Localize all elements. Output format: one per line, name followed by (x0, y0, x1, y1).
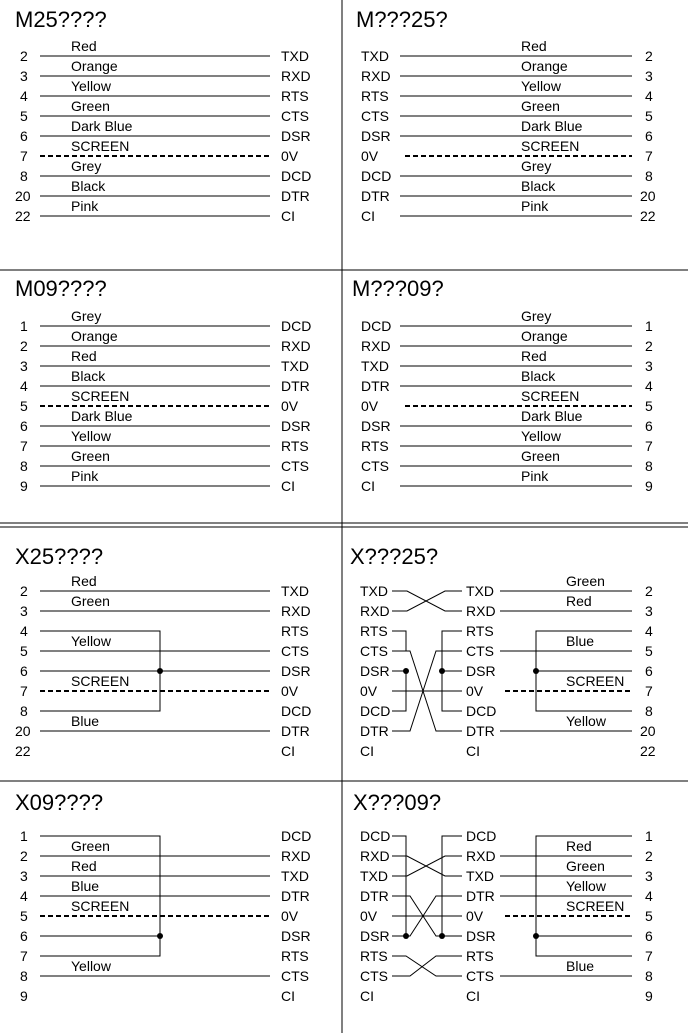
pin-number: 7 (20, 948, 28, 964)
signal-label: RXD (360, 603, 390, 619)
signal-label: DCD (361, 318, 392, 334)
pin-number: 9 (645, 988, 653, 1004)
wire-label: Pink (71, 198, 99, 214)
junction-dot (439, 933, 445, 939)
signal-label: DCD (361, 168, 392, 184)
signal-label: DCD (360, 828, 391, 844)
pin-number: 8 (645, 168, 653, 184)
signal-label: DCD (466, 703, 497, 719)
signal-label: CI (466, 743, 480, 759)
pin-number: 8 (20, 968, 28, 984)
pin-numbers (15, 48, 31, 224)
wire-label: Grey (521, 158, 552, 174)
pin-number: 4 (645, 623, 653, 639)
pin-number: 6 (645, 418, 653, 434)
signal-label: TXD (281, 868, 309, 884)
pin-number: 3 (645, 868, 653, 884)
signal-label: DTR (281, 723, 310, 739)
wire-label: Yellow (566, 713, 606, 729)
signal-label: DSR (281, 928, 311, 944)
pin-number: 6 (20, 928, 28, 944)
wire-label: Dark Blue (71, 408, 133, 424)
pin-number: 8 (645, 968, 653, 984)
panel-title: M09???? (15, 276, 107, 301)
signal-label: RXD (281, 338, 311, 354)
pin-number: 3 (645, 358, 653, 374)
junction-dot (157, 668, 163, 674)
wire-label: Black (71, 368, 106, 384)
pin-number: 9 (20, 478, 28, 494)
pin-number: 8 (645, 458, 653, 474)
pin-number: 20 (640, 188, 656, 204)
pin-number: 8 (20, 168, 28, 184)
wire-label: Orange (71, 58, 118, 74)
wire-label: SCREEN (566, 673, 625, 689)
pin-number: 6 (20, 418, 28, 434)
pin-number: 3 (645, 603, 653, 619)
signal-label: DTR (361, 378, 390, 394)
signal-labels (281, 318, 311, 494)
pin-number: 2 (20, 338, 28, 354)
wire-label: Green (521, 448, 560, 464)
pin-number: 1 (645, 318, 653, 334)
wire-label: Green (71, 98, 110, 114)
wire-label: Blue (71, 878, 100, 894)
wire-label: SCREEN (71, 898, 130, 914)
junction-dot (403, 668, 409, 674)
signal-label: 0V (466, 908, 484, 924)
signal-label: DTR (281, 888, 310, 904)
wire-label: SCREEN (566, 898, 625, 914)
signal-label: 0V (281, 683, 299, 699)
pin-number: 22 (15, 208, 31, 224)
signal-label: RTS (360, 623, 388, 639)
signal-label: RTS (360, 948, 388, 964)
pin-number: 3 (645, 68, 653, 84)
signal-label: CI (466, 988, 480, 1004)
signal-label: DSR (281, 663, 311, 679)
wire-label: Dark Blue (521, 118, 583, 134)
pin-number: 1 (645, 828, 653, 844)
wire-label: Green (71, 593, 110, 609)
signal-label: 0V (361, 398, 379, 414)
signal-label: CTS (361, 458, 389, 474)
signal-label: DTR (360, 888, 389, 904)
panel-m25-left (15, 7, 311, 224)
signal-label: RXD (281, 603, 311, 619)
signal-label: RTS (361, 438, 389, 454)
wire-label: Green (521, 98, 560, 114)
wire-label: Red (566, 593, 592, 609)
signal-label: CTS (281, 968, 309, 984)
wire-label: Red (521, 348, 547, 364)
signal-label: DSR (281, 418, 311, 434)
signal-label: CI (281, 988, 295, 1004)
signal-label: DCD (281, 168, 312, 184)
signal-label: 0V (281, 148, 299, 164)
junction-dot (403, 933, 409, 939)
signal-label: DSR (360, 928, 390, 944)
wire-label: Red (566, 838, 592, 854)
pin-numbers (20, 828, 28, 1004)
pin-number: 6 (20, 128, 28, 144)
pin-number: 5 (645, 108, 653, 124)
wire-labels (71, 308, 133, 484)
signal-label: TXD (466, 868, 494, 884)
panel-title: X???25? (350, 544, 439, 569)
signal-label: RXD (281, 848, 311, 864)
pin-number: 3 (20, 68, 28, 84)
signal-label: TXD (281, 48, 309, 64)
signal-label: CTS (360, 968, 388, 984)
left-signal-labels (360, 828, 390, 1004)
wire-label: Green (566, 858, 605, 874)
signal-label: CI (360, 743, 374, 759)
signal-labels (281, 583, 311, 759)
pin-number: 20 (15, 188, 31, 204)
signal-label: DCD (466, 828, 497, 844)
pin-number: 2 (20, 848, 28, 864)
pin-number: 7 (645, 148, 653, 164)
pin-number: 20 (15, 723, 31, 739)
wire-label: Grey (71, 158, 102, 174)
signal-label: DSR (281, 128, 311, 144)
signal-label: 0V (466, 683, 484, 699)
signal-label: RTS (281, 948, 309, 964)
pin-number: 7 (20, 683, 28, 699)
pin-number: 2 (645, 583, 653, 599)
signal-label: DCD (281, 318, 312, 334)
pin-number: 7 (645, 948, 653, 964)
signal-label: TXD (466, 583, 494, 599)
signal-label: DSR (361, 128, 391, 144)
signal-label: TXD (281, 583, 309, 599)
pin-number: 5 (20, 398, 28, 414)
panel-x25-left (15, 544, 311, 759)
pin-number: 20 (640, 723, 656, 739)
panel-title: M25???? (15, 7, 107, 32)
signal-label: CI (281, 208, 295, 224)
signal-label: RTS (361, 88, 389, 104)
wire-labels (521, 38, 583, 214)
signal-labels (281, 828, 311, 1004)
wire-label: Yellow (521, 78, 561, 94)
panel-x09-left (15, 790, 311, 1004)
wire-label: Red (71, 858, 97, 874)
pin-number: 5 (20, 908, 28, 924)
wire-label: Dark Blue (521, 408, 583, 424)
signal-label: 0V (281, 398, 299, 414)
panel-title: X25???? (15, 544, 104, 569)
pin-numbers (645, 318, 653, 494)
signal-label: DTR (281, 378, 310, 394)
pin-number: 7 (20, 148, 28, 164)
signal-label: RXD (360, 848, 390, 864)
wire-label: Blue (566, 958, 595, 974)
junction-dot (439, 668, 445, 674)
wire-labels (71, 38, 133, 214)
signal-label: DSR (360, 663, 390, 679)
wire-label: Pink (71, 468, 99, 484)
signal-label: CTS (281, 458, 309, 474)
signal-label: CTS (466, 968, 494, 984)
signal-label: DTR (466, 888, 495, 904)
panel-m09-right (352, 276, 653, 494)
wire-label: Yellow (566, 878, 606, 894)
signal-label: RTS (281, 438, 309, 454)
pin-number: 8 (20, 458, 28, 474)
pin-number: 7 (20, 438, 28, 454)
signal-label: RXD (466, 603, 496, 619)
wire-label: Red (521, 38, 547, 54)
pin-number: 5 (645, 908, 653, 924)
pin-numbers (645, 828, 653, 1004)
wire-label: Yellow (521, 428, 561, 444)
junction-dot (533, 668, 539, 674)
signal-labels (281, 48, 311, 224)
pin-number: 2 (20, 583, 28, 599)
wire-label: SCREEN (71, 388, 130, 404)
signal-label: CTS (361, 108, 389, 124)
wire-label: Dark Blue (71, 118, 133, 134)
pin-number: 3 (20, 868, 28, 884)
wire-label: Green (71, 448, 110, 464)
signal-label: RTS (466, 948, 494, 964)
pin-number: 1 (20, 828, 28, 844)
signal-label: RXD (281, 68, 311, 84)
wire-label: Black (521, 368, 556, 384)
signal-label: CI (360, 988, 374, 1004)
signal-label: DTR (466, 723, 495, 739)
signal-label: CTS (281, 108, 309, 124)
wire-label: Green (71, 838, 110, 854)
signal-label: CI (361, 208, 375, 224)
pin-number: 8 (20, 703, 28, 719)
wire-label: Yellow (71, 633, 111, 649)
pin-number: 3 (20, 603, 28, 619)
pin-number: 2 (645, 338, 653, 354)
wire-label: SCREEN (71, 138, 130, 154)
pin-number: 2 (20, 48, 28, 64)
signal-label: DTR (281, 188, 310, 204)
panel-title: X09???? (15, 790, 104, 815)
pin-number: 4 (645, 88, 653, 104)
panel-title: M???09? (352, 276, 444, 301)
signal-label: DCD (281, 828, 312, 844)
signal-label: DCD (360, 703, 391, 719)
signal-label: DSR (466, 663, 496, 679)
wire-label: Red (71, 38, 97, 54)
pin-number: 22 (640, 208, 656, 224)
signal-label: TXD (361, 48, 389, 64)
panel-x09-right (353, 790, 653, 1004)
panel-m25-right (356, 7, 656, 224)
wire-label: Yellow (71, 78, 111, 94)
pin-number: 2 (645, 848, 653, 864)
pin-number: 4 (645, 378, 653, 394)
wire-label: Black (71, 178, 106, 194)
pin-number: 6 (645, 128, 653, 144)
wire-label: Pink (521, 198, 549, 214)
signal-label: RTS (281, 88, 309, 104)
wire-label: Blue (71, 713, 100, 729)
pin-number: 3 (20, 358, 28, 374)
signal-label: 0V (361, 148, 379, 164)
pin-numbers (20, 318, 28, 494)
pin-numbers (15, 583, 31, 759)
pin-number: 6 (20, 663, 28, 679)
pin-number: 4 (20, 378, 28, 394)
wire-label: Grey (521, 308, 552, 324)
signal-label: RTS (466, 623, 494, 639)
signal-labels (361, 48, 391, 224)
pin-number: 2 (645, 48, 653, 64)
pin-number: 5 (645, 398, 653, 414)
pin-number: 5 (20, 643, 28, 659)
signal-label: DSR (361, 418, 391, 434)
signal-label: TXD (281, 358, 309, 374)
pin-number: 5 (20, 108, 28, 124)
panel-title: M???25? (356, 7, 448, 32)
wire-label: Red (71, 348, 97, 364)
junction-dot (533, 933, 539, 939)
wire-label: Yellow (71, 428, 111, 444)
pin-number: 6 (645, 928, 653, 944)
signal-label: 0V (360, 683, 378, 699)
wire-label: SCREEN (521, 388, 580, 404)
signal-label: DTR (360, 723, 389, 739)
signal-label: CI (281, 478, 295, 494)
wire-labels (521, 308, 583, 484)
wire-label: Orange (521, 58, 568, 74)
pin-numbers (640, 48, 656, 224)
pin-numbers (640, 583, 656, 759)
pin-number: 7 (645, 438, 653, 454)
signal-label: TXD (360, 583, 388, 599)
wire-label: Blue (566, 633, 595, 649)
signal-label: DTR (361, 188, 390, 204)
wire-label: Orange (71, 328, 118, 344)
wire-label: Black (521, 178, 556, 194)
wire-label: Orange (521, 328, 568, 344)
pin-number: 4 (20, 88, 28, 104)
signal-label: CTS (466, 643, 494, 659)
signal-label: RTS (281, 623, 309, 639)
signal-label: RXD (361, 338, 391, 354)
left-signal-labels (360, 583, 390, 759)
signal-label: TXD (360, 868, 388, 884)
null-modem-crossovers (392, 591, 632, 731)
panel-x25-right (350, 544, 656, 759)
panel-m09-left (15, 276, 311, 494)
wire-label: Pink (521, 468, 549, 484)
pin-number: 4 (20, 623, 28, 639)
wire-label: Yellow (71, 958, 111, 974)
pin-number: 8 (645, 703, 653, 719)
wire-label: Red (71, 573, 97, 589)
pin-number: 1 (20, 318, 28, 334)
pin-number: 4 (645, 888, 653, 904)
wire-label: Green (566, 573, 605, 589)
wire-labels (71, 838, 129, 974)
wire-label: Grey (71, 308, 102, 324)
pin-number: 9 (645, 478, 653, 494)
signal-label: RXD (466, 848, 496, 864)
wire-labels (566, 838, 624, 974)
signal-label: CTS (281, 643, 309, 659)
junction-dot (157, 933, 163, 939)
signal-label: TXD (361, 358, 389, 374)
signal-label: DSR (466, 928, 496, 944)
right-signal-labels (466, 828, 496, 1004)
signal-label: 0V (281, 908, 299, 924)
pin-number: 5 (645, 643, 653, 659)
right-signal-labels (466, 583, 496, 759)
signal-label: 0V (360, 908, 378, 924)
pin-number: 9 (20, 988, 28, 1004)
wire-label: SCREEN (71, 673, 130, 689)
pin-number: 22 (640, 743, 656, 759)
pin-number: 6 (645, 663, 653, 679)
signal-label: RXD (361, 68, 391, 84)
signal-label: DCD (281, 703, 312, 719)
pin-number: 22 (15, 743, 31, 759)
wire-label: SCREEN (521, 138, 580, 154)
signal-label: CTS (360, 643, 388, 659)
pin-number: 4 (20, 888, 28, 904)
signal-label: CI (361, 478, 375, 494)
signal-label: CI (281, 743, 295, 759)
signal-labels (361, 318, 391, 494)
pin-number: 7 (645, 683, 653, 699)
panel-title: X???09? (353, 790, 442, 815)
